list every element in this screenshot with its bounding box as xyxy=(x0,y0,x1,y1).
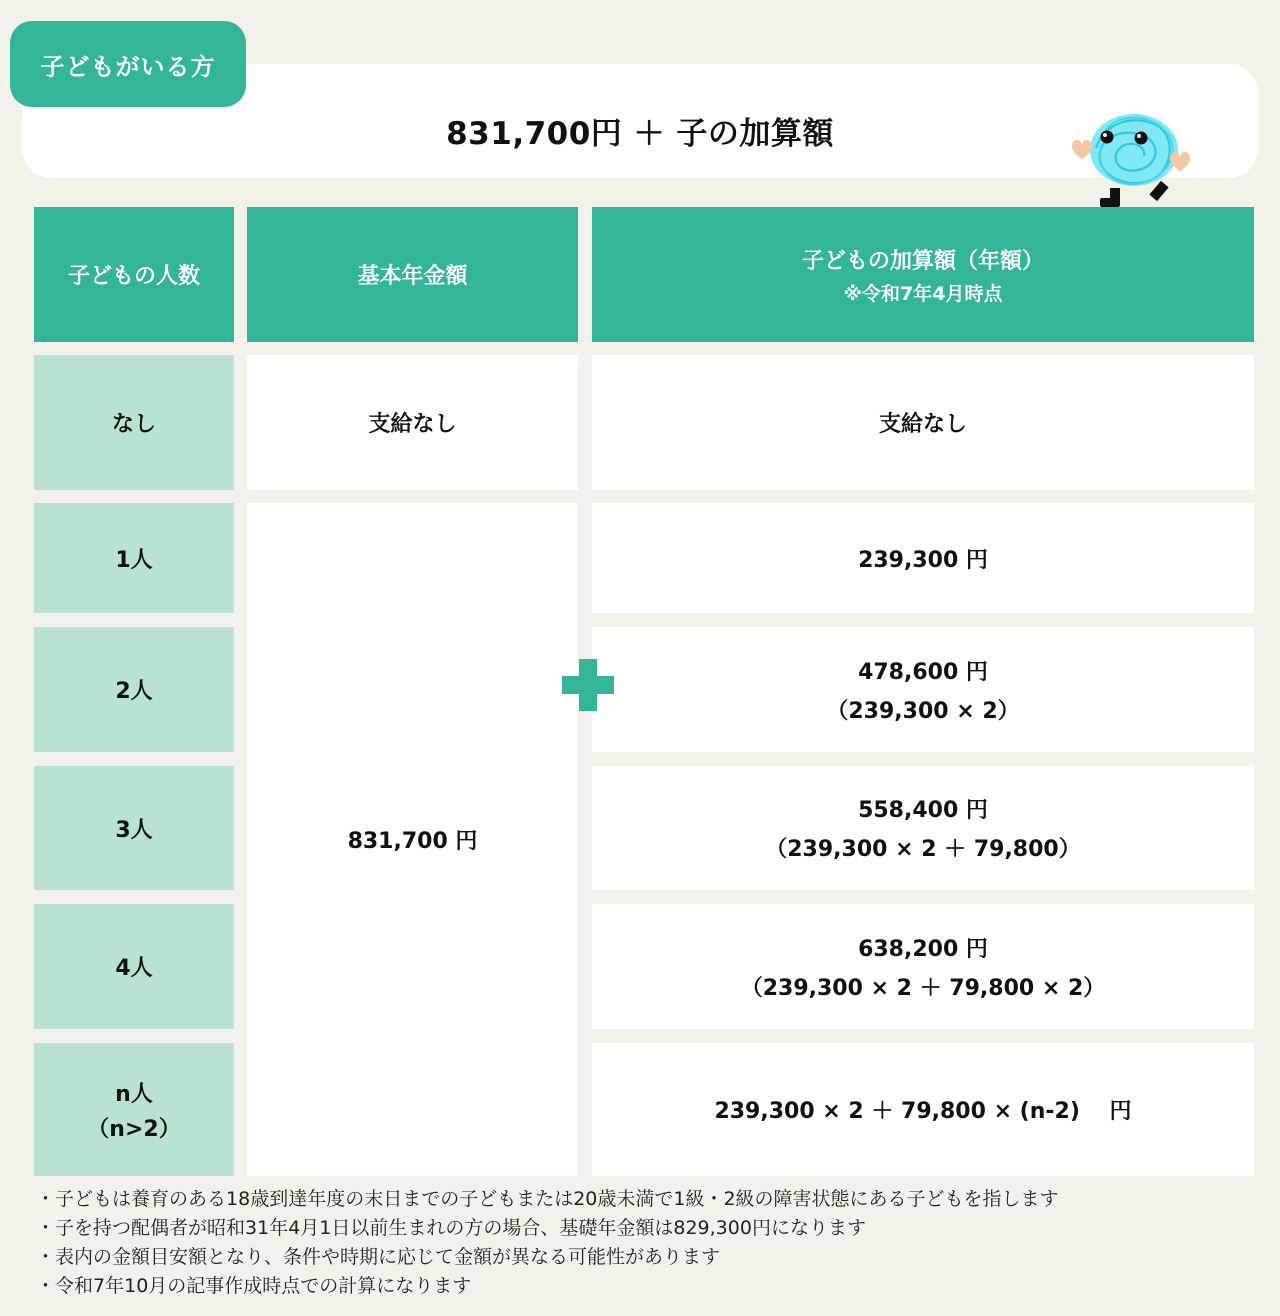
summary-formula: 831,700円 ＋ 子の加算額 xyxy=(446,116,834,152)
row-none-children xyxy=(34,355,234,490)
basic-amount-merged xyxy=(247,503,578,1176)
row-1-children xyxy=(34,503,234,613)
row-3-children xyxy=(34,766,234,890)
row-4-children-label: 4人 xyxy=(115,956,153,981)
plus-icon xyxy=(562,659,614,711)
row-n-addition xyxy=(592,1043,1254,1176)
row-1-children-label: 1人 xyxy=(115,547,153,573)
row-2-children xyxy=(34,627,234,752)
row-n-children xyxy=(34,1043,234,1176)
row-4-addition-formula: （239,300 × 2 ＋ 79,800 × 2） xyxy=(740,975,1106,1001)
row-none-addition xyxy=(592,355,1254,490)
basic-amount-value: 831,700 円 xyxy=(347,829,478,854)
row-1-addition xyxy=(592,503,1254,613)
row-none-basic xyxy=(247,355,578,490)
header-basic-amount-label: 基本年金額 xyxy=(357,264,468,289)
header-child-addition-note: ※令和7年4月時点 xyxy=(843,282,1003,305)
footnotes xyxy=(36,1185,1059,1301)
header-child-addition xyxy=(592,207,1254,342)
footnote: ・ 子どもは養育のある18歳到達年度の末日までの子どもまたは20歳未満で1級・2級の障害状態にある子どもを指します xyxy=(36,1185,1059,1214)
footnote: ・ 子を持つ配偶者が昭和31年4月1日以前生まれの方の場合、基礎年金額は829,300円になります xyxy=(36,1214,1059,1243)
row-2-addition xyxy=(592,627,1254,752)
row-none-basic-label: 支給なし xyxy=(368,412,457,437)
footnote: ・ 令和7年10月の記事作成時点での計算になります xyxy=(36,1272,1059,1301)
row-n-children-label: n人 xyxy=(115,1081,153,1107)
row-3-addition-amount: 558,400 円 xyxy=(858,798,988,823)
row-n-children-condition: （n>2） xyxy=(87,1116,181,1142)
row-4-children xyxy=(34,904,234,1029)
header-child-addition-label: 子どもの加算額（年額） xyxy=(801,248,1044,274)
row-2-addition-amount: 478,600 円 xyxy=(858,659,988,685)
row-4-addition xyxy=(592,904,1254,1029)
footnote: ・ 表内の金額目安額となり、条件や時期に応じて金額が異なる可能性があります xyxy=(36,1243,1059,1272)
row-2-children-label: 2人 xyxy=(115,679,153,704)
row-none-addition-label: 支給なし xyxy=(878,412,967,437)
category-tag: 子どもがいる方 xyxy=(10,21,246,107)
row-2-addition-formula: （239,300 × 2） xyxy=(826,698,1020,724)
row-none-children-label: なし xyxy=(111,412,156,437)
header-basic-amount xyxy=(247,207,578,342)
header-children-count xyxy=(34,207,234,342)
row-n-addition-formula: 239,300 × 2 ＋ 79,800 × (n-2) 円 xyxy=(714,1099,1132,1124)
mascot-icon xyxy=(1066,100,1202,212)
header-children-count-label: 子どもの人数 xyxy=(67,264,200,289)
row-3-addition xyxy=(592,766,1254,890)
row-3-children-label: 3人 xyxy=(115,817,153,843)
row-1-addition-amount: 239,300 円 xyxy=(858,547,988,573)
row-4-addition-amount: 638,200 円 xyxy=(858,936,988,962)
row-3-addition-formula: （239,300 × 2 ＋ 79,800） xyxy=(765,837,1081,862)
